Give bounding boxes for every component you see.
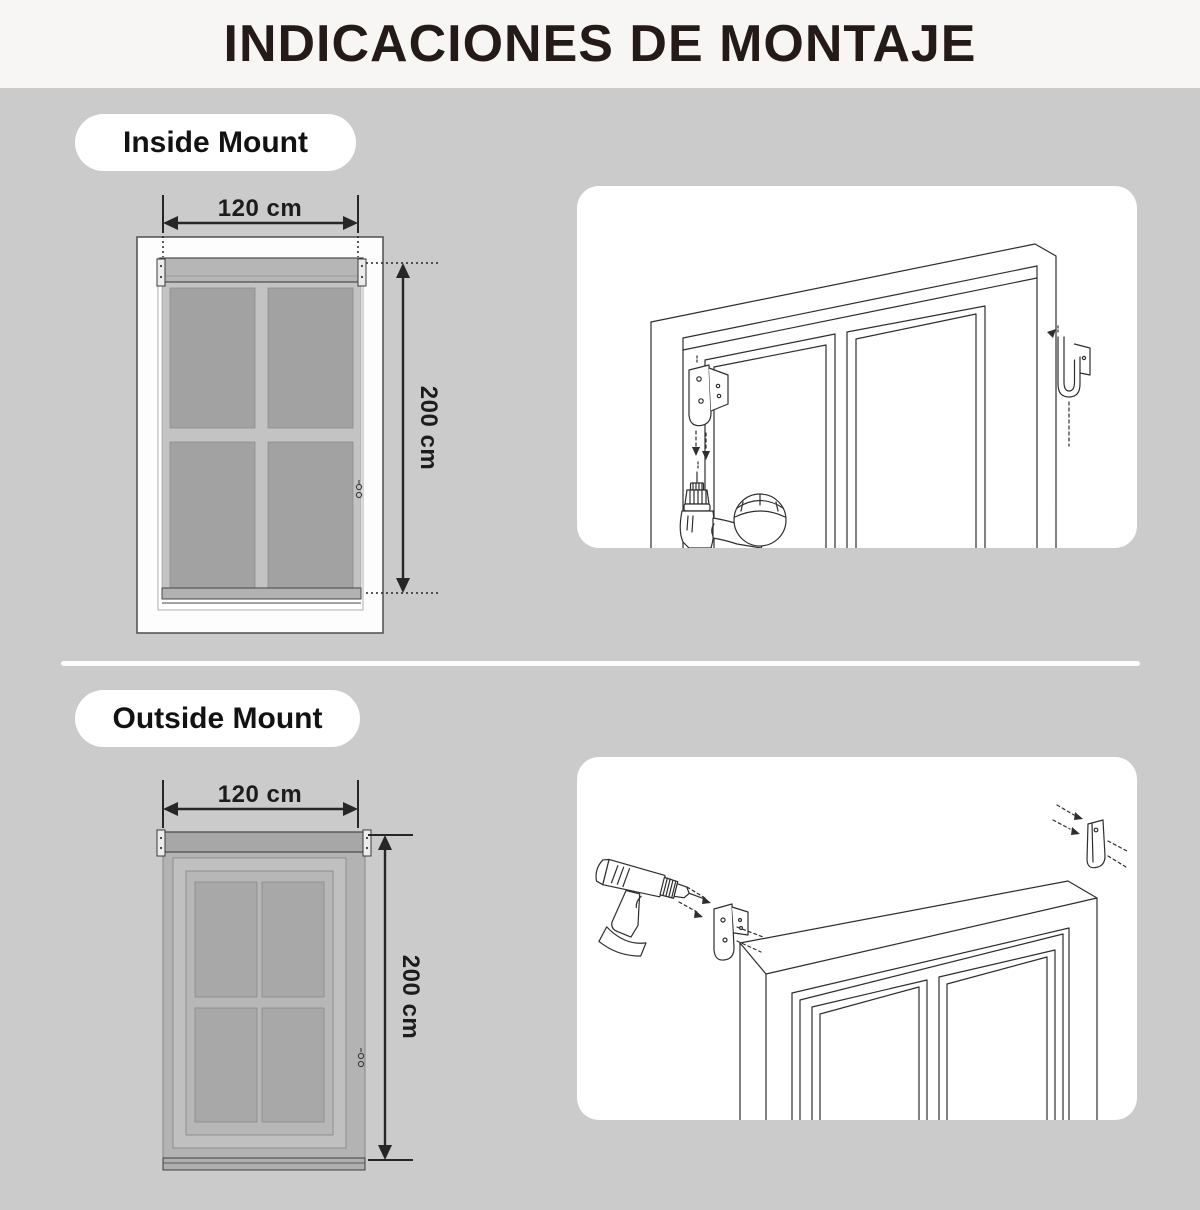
- bracket-icon: [157, 830, 165, 856]
- hook-bracket-icon: [1047, 324, 1090, 446]
- page-title: INDICACIONES DE MONTAJE: [223, 15, 977, 73]
- drill-icon: [579, 857, 706, 969]
- outside-mount-label: Outside Mount: [112, 701, 323, 735]
- outside-installation-panel: [577, 757, 1137, 1120]
- blind-headrail: [160, 258, 363, 282]
- drill-icon: [680, 472, 786, 548]
- roller-blind: [157, 258, 366, 603]
- height-dimension-label: 200 cm: [415, 385, 442, 471]
- outside-installation-illustration: [577, 757, 1137, 1120]
- inside-mount-label: Inside Mount: [123, 125, 308, 159]
- inside-installation-illustration: [577, 186, 1137, 548]
- height-dimension-label: 200 cm: [397, 954, 424, 1040]
- mounting-bracket-icon: [689, 354, 728, 426]
- outside-mount-badge: [75, 690, 360, 747]
- inside-mount-dimension-diagram: [100, 180, 480, 660]
- inside-mount-badge: [75, 114, 356, 171]
- bracket-icon: [358, 259, 366, 286]
- width-dimension-arrow: [163, 780, 358, 828]
- bracket-icon: [157, 259, 165, 286]
- roller-blind-over-window: [157, 830, 371, 1170]
- blind-bottom-bar: [163, 1158, 365, 1170]
- window-frame-perspective: [740, 881, 1097, 1120]
- width-dimension-label: 120 cm: [217, 781, 303, 808]
- bracket-icon: [363, 830, 371, 856]
- width-dimension-label: 120 cm: [217, 195, 303, 222]
- height-dimension-arrow: [368, 835, 424, 1160]
- screw-direction-arrows: [692, 431, 710, 470]
- hook-bracket-icon: [1053, 805, 1127, 868]
- blind-bottom-bar: [162, 588, 361, 599]
- outside-mount-dimension-diagram: [100, 760, 480, 1210]
- inside-installation-panel: [577, 186, 1137, 548]
- section-divider: [61, 661, 1140, 666]
- page-header: [0, 0, 1200, 88]
- blind-headrail: [161, 832, 367, 852]
